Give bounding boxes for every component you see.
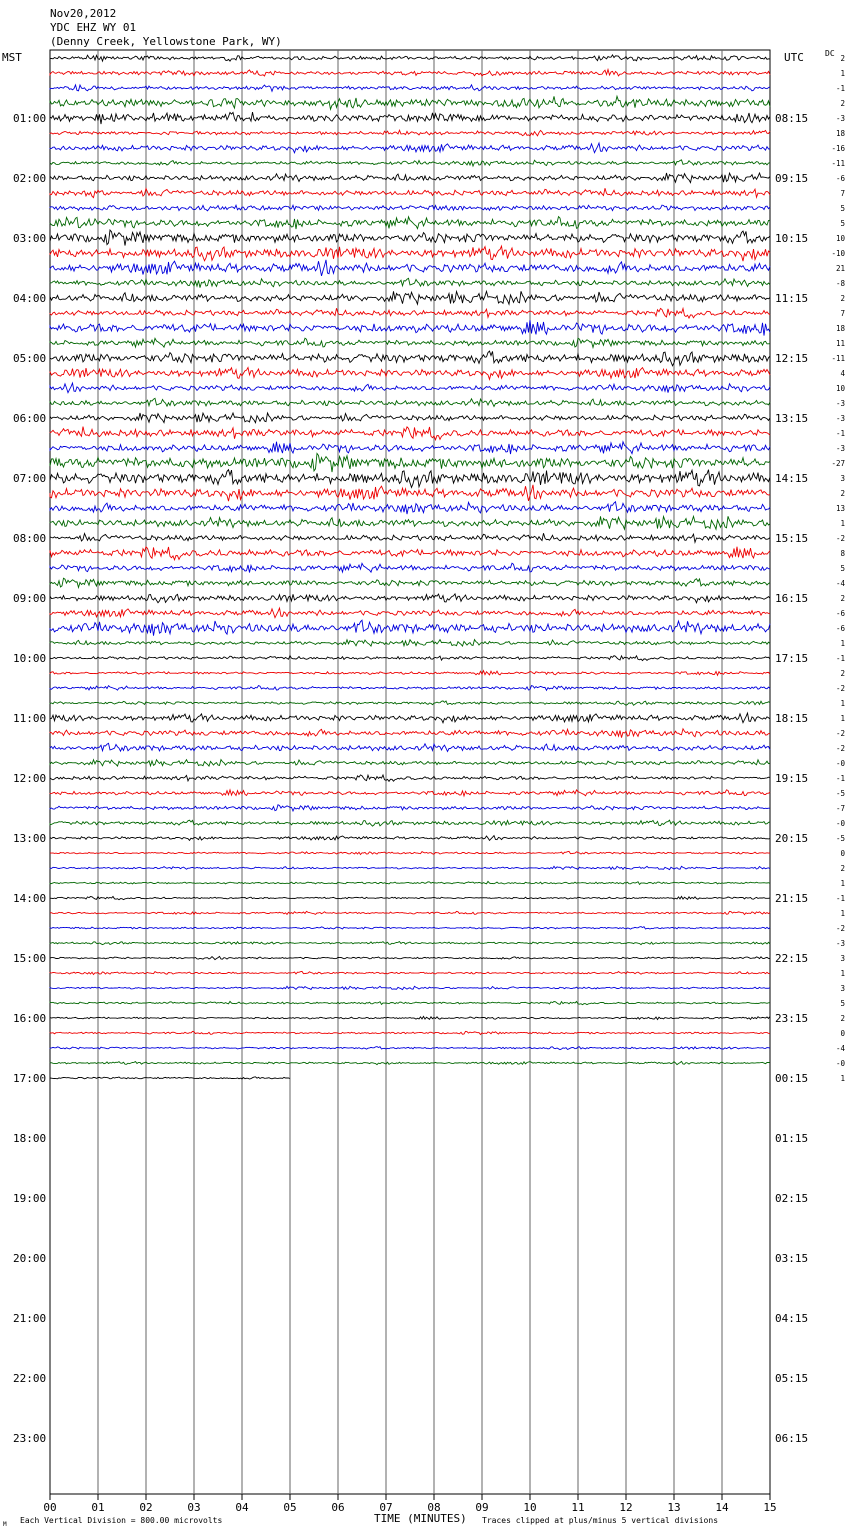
dc-offset-52: -5 — [835, 834, 845, 843]
trace-line-22 — [50, 383, 770, 393]
dc-offset-27: -27 — [831, 459, 845, 468]
corner-mark: M — [3, 1521, 7, 1528]
trace-line-39 — [50, 640, 770, 647]
dc-offset-14: 21 — [835, 264, 845, 273]
trace-line-55 — [50, 881, 770, 884]
mst-label-8: 09:00 — [13, 592, 47, 605]
dc-offset-60: 3 — [840, 954, 845, 963]
clip-note: Traces clipped at plus/minus 5 vertical divisions — [482, 1516, 719, 1525]
mst-label-7: 08:00 — [13, 532, 47, 545]
mst-time-labels — [13, 112, 46, 1445]
dc-offset-55: 1 — [840, 879, 845, 888]
trace-line-2 — [50, 85, 770, 92]
dc-offset-48: -1 — [835, 774, 845, 783]
dc-offset-13: -10 — [831, 249, 845, 258]
dc-offset-5: 18 — [835, 129, 845, 138]
dc-offset-34: 5 — [840, 564, 845, 573]
mst-label-4: 05:00 — [13, 352, 47, 365]
mst-label-9: 10:00 — [13, 652, 47, 665]
dc-offset-25: -1 — [835, 429, 845, 438]
scale-note: Each Vertical Division = 800.00 microvolts — [20, 1516, 223, 1525]
mst-label-22: 23:00 — [13, 1432, 47, 1445]
trace-line-29 — [50, 485, 770, 501]
trace-line-59 — [50, 942, 770, 945]
mst-label-18: 19:00 — [13, 1192, 47, 1205]
trace-line-28 — [50, 470, 770, 488]
trace-line-46 — [50, 743, 770, 751]
trace-line-58 — [50, 927, 770, 930]
dc-offset-40: -1 — [835, 654, 845, 663]
dc-offset-18: 18 — [835, 324, 845, 333]
trace-line-54 — [50, 866, 770, 869]
trace-line-42 — [50, 686, 770, 691]
utc-label-5: 13:15 — [775, 412, 809, 425]
trace-line-50 — [50, 805, 770, 811]
trace-line-66 — [50, 1047, 770, 1050]
dc-offset-56: -1 — [835, 894, 845, 903]
trace-line-38 — [50, 620, 770, 636]
mst-label-3: 04:00 — [13, 292, 47, 305]
mst-label-19: 20:00 — [13, 1252, 47, 1265]
x-tick-label-13: 13 — [667, 1501, 681, 1514]
trace-line-23 — [50, 398, 770, 406]
dc-offset-11: 5 — [840, 219, 845, 228]
x-tick-label-6: 06 — [331, 1501, 345, 1514]
utc-label-9: 17:15 — [775, 652, 809, 665]
utc-label-3: 11:15 — [775, 292, 809, 305]
dc-offset-50: -7 — [835, 804, 845, 813]
x-tick-label-15: 15 — [763, 1501, 777, 1514]
trace-line-15 — [50, 278, 770, 287]
trace-line-47 — [50, 760, 770, 767]
dc-offset-30: 13 — [835, 504, 845, 513]
trace-line-9 — [50, 188, 770, 197]
trace-line-63 — [50, 1001, 770, 1004]
trace-line-56 — [50, 896, 770, 899]
utc-label-19: 03:15 — [775, 1252, 809, 1265]
trace-line-27 — [50, 453, 770, 472]
utc-label-0: 08:15 — [775, 112, 809, 125]
dc-offset-67: -0 — [835, 1059, 845, 1068]
trace-line-6 — [50, 143, 770, 153]
dc-offset-7: -11 — [831, 159, 845, 168]
seismic-traces — [50, 55, 770, 1079]
mst-label-1: 02:00 — [13, 172, 47, 185]
x-tick-label-12: 12 — [619, 1501, 633, 1514]
trace-line-32 — [50, 533, 770, 542]
utc-label-12: 20:15 — [775, 832, 809, 845]
utc-label-13: 21:15 — [775, 892, 809, 905]
trace-line-3 — [50, 96, 770, 109]
utc-label-1: 09:15 — [775, 172, 809, 185]
trace-line-35 — [50, 578, 770, 587]
trace-line-11 — [50, 217, 770, 230]
dc-offset-58: -2 — [835, 924, 845, 933]
dc-offset-45: -2 — [835, 729, 845, 738]
x-tick-label-14: 14 — [715, 1501, 729, 1514]
dc-offset-22: 10 — [835, 384, 845, 393]
x-tick-label-2: 02 — [139, 1501, 153, 1514]
trace-line-40 — [50, 656, 770, 661]
dc-offset-41: 2 — [840, 669, 845, 678]
trace-line-41 — [50, 671, 770, 676]
trace-line-5 — [50, 130, 770, 136]
trace-line-60 — [50, 956, 770, 959]
dc-offset-57: 1 — [840, 909, 845, 918]
trace-line-10 — [50, 205, 770, 211]
trace-line-21 — [50, 368, 770, 380]
dc-offset-28: 3 — [840, 474, 845, 483]
mst-label-0: 01:00 — [13, 112, 47, 125]
utc-label-22: 06:15 — [775, 1432, 809, 1445]
dc-offset-46: -2 — [835, 744, 845, 753]
utc-label-20: 04:15 — [775, 1312, 809, 1325]
dc-offset-0: 2 — [840, 54, 845, 63]
trace-line-51 — [50, 820, 770, 826]
dc-offset-32: -2 — [835, 534, 845, 543]
mst-label-2: 03:00 — [13, 232, 47, 245]
trace-line-52 — [50, 836, 770, 841]
trace-line-53 — [50, 851, 770, 854]
dc-offset-4: -3 — [835, 114, 845, 123]
dc-offset-39: 1 — [840, 639, 845, 648]
trace-line-36 — [50, 594, 770, 603]
utc-zone-label: UTC — [784, 51, 804, 64]
mst-label-6: 07:00 — [13, 472, 47, 485]
dc-offset-37: -6 — [835, 609, 845, 618]
dc-offset-54: 2 — [840, 864, 845, 873]
mst-zone-label: MST — [2, 51, 22, 64]
dc-offset-21: 4 — [840, 369, 845, 378]
dc-label: DC — [825, 49, 835, 58]
station-label: YDC EHZ WY 01 — [50, 21, 137, 34]
utc-label-8: 16:15 — [775, 592, 809, 605]
location-label: (Denny Creek, Yellowstone Park, WY) — [50, 35, 282, 48]
dc-offset-44: 1 — [840, 714, 845, 723]
dc-offset-6: -16 — [831, 144, 845, 153]
dc-offset-values — [831, 54, 845, 1083]
trace-line-17 — [50, 308, 770, 318]
x-tick-label-0: 00 — [43, 1501, 57, 1514]
x-tick-label-11: 11 — [571, 1501, 585, 1514]
trace-line-57 — [50, 911, 770, 914]
trace-line-7 — [50, 160, 770, 166]
trace-line-19 — [50, 338, 770, 347]
dc-offset-53: 0 — [840, 849, 845, 858]
dc-offset-24: -3 — [835, 414, 845, 423]
utc-label-10: 18:15 — [775, 712, 809, 725]
mst-label-21: 22:00 — [13, 1372, 47, 1385]
x-tick-label-8: 08 — [427, 1501, 441, 1514]
trace-line-68 — [50, 1077, 290, 1079]
trace-line-25 — [50, 427, 770, 440]
dc-offset-36: 2 — [840, 594, 845, 603]
dc-offset-29: 2 — [840, 489, 845, 498]
mst-label-16: 17:00 — [13, 1072, 47, 1085]
x-tick-label-3: 03 — [187, 1501, 201, 1514]
trace-line-34 — [50, 563, 770, 572]
trace-line-45 — [50, 729, 770, 738]
trace-line-49 — [50, 790, 770, 796]
utc-label-11: 19:15 — [775, 772, 809, 785]
trace-line-48 — [50, 775, 770, 782]
trace-line-31 — [50, 516, 770, 529]
trace-line-67 — [50, 1061, 770, 1064]
date-label: Nov20,2012 — [50, 7, 117, 20]
trace-line-16 — [50, 291, 770, 304]
trace-line-0 — [50, 55, 770, 61]
dc-offset-47: -0 — [835, 759, 845, 768]
utc-label-2: 10:15 — [775, 232, 809, 245]
x-tick-label-7: 07 — [379, 1501, 393, 1514]
mst-label-10: 11:00 — [13, 712, 47, 725]
trace-line-61 — [50, 971, 770, 974]
utc-label-17: 01:15 — [775, 1132, 809, 1145]
mst-label-12: 13:00 — [13, 832, 47, 845]
dc-offset-61: 1 — [840, 969, 845, 978]
x-tick-label-10: 10 — [523, 1501, 537, 1514]
mst-label-11: 12:00 — [13, 772, 47, 785]
trace-line-64 — [50, 1016, 770, 1019]
dc-offset-12: 10 — [835, 234, 845, 243]
dc-offset-35: -4 — [835, 579, 845, 588]
utc-label-4: 12:15 — [775, 352, 809, 365]
trace-line-12 — [50, 230, 770, 246]
utc-label-21: 05:15 — [775, 1372, 809, 1385]
mst-label-17: 18:00 — [13, 1132, 47, 1145]
dc-offset-23: -3 — [835, 399, 845, 408]
dc-offset-26: -3 — [835, 444, 845, 453]
trace-line-18 — [50, 320, 770, 336]
trace-line-13 — [50, 246, 770, 261]
x-axis-ticks — [43, 1494, 776, 1514]
utc-label-15: 23:15 — [775, 1012, 809, 1025]
dc-offset-64: 2 — [840, 1014, 845, 1023]
x-axis-title: TIME (MINUTES) — [374, 1512, 467, 1525]
dc-offset-43: 1 — [840, 699, 845, 708]
trace-line-62 — [50, 986, 770, 989]
x-tick-label-4: 04 — [235, 1501, 249, 1514]
dc-offset-49: -5 — [835, 789, 845, 798]
trace-line-44 — [50, 713, 770, 723]
trace-line-20 — [50, 351, 770, 366]
trace-line-1 — [50, 70, 770, 77]
mst-label-13: 14:00 — [13, 892, 47, 905]
dc-offset-10: 5 — [840, 204, 845, 213]
dc-offset-63: 5 — [840, 999, 845, 1008]
trace-line-8 — [50, 173, 770, 183]
trace-line-65 — [50, 1031, 770, 1034]
dc-offset-2: -1 — [835, 84, 845, 93]
trace-line-33 — [50, 547, 770, 560]
mst-label-14: 15:00 — [13, 952, 47, 965]
mst-label-15: 16:00 — [13, 1012, 47, 1025]
utc-label-6: 14:15 — [775, 472, 809, 485]
trace-line-4 — [50, 112, 770, 124]
dc-offset-19: 11 — [835, 339, 845, 348]
trace-line-26 — [50, 442, 770, 454]
x-tick-label-1: 01 — [91, 1501, 105, 1514]
dc-offset-51: -0 — [835, 819, 845, 828]
dc-offset-59: -3 — [835, 939, 845, 948]
dc-offset-1: 1 — [840, 69, 845, 78]
mst-label-5: 06:00 — [13, 412, 47, 425]
dc-offset-8: -6 — [835, 174, 845, 183]
dc-offset-3: 2 — [840, 99, 845, 108]
x-tick-label-9: 09 — [475, 1501, 489, 1514]
x-tick-label-5: 05 — [283, 1501, 297, 1514]
utc-label-14: 22:15 — [775, 952, 809, 965]
dc-offset-20: -11 — [831, 354, 845, 363]
dc-offset-38: -6 — [835, 624, 845, 633]
trace-line-30 — [50, 502, 770, 514]
dc-offset-42: -2 — [835, 684, 845, 693]
utc-time-labels — [775, 112, 808, 1445]
dc-offset-65: 0 — [840, 1029, 845, 1038]
trace-line-24 — [50, 413, 770, 423]
utc-label-18: 02:15 — [775, 1192, 809, 1205]
dc-offset-62: 3 — [840, 984, 845, 993]
utc-label-7: 15:15 — [775, 532, 809, 545]
trace-line-43 — [50, 701, 770, 705]
dc-offset-9: 7 — [840, 189, 845, 198]
utc-label-16: 00:15 — [775, 1072, 809, 1085]
dc-offset-31: 1 — [840, 519, 845, 528]
mst-label-20: 21:00 — [13, 1312, 47, 1325]
trace-line-37 — [50, 608, 770, 618]
dc-offset-66: -4 — [835, 1044, 845, 1053]
dc-offset-68: 1 — [840, 1074, 845, 1083]
dc-offset-33: 8 — [840, 549, 845, 558]
dc-offset-16: 2 — [840, 294, 845, 303]
dc-offset-17: 7 — [840, 309, 845, 318]
trace-line-14 — [50, 260, 770, 276]
dc-offset-15: -8 — [835, 279, 845, 288]
